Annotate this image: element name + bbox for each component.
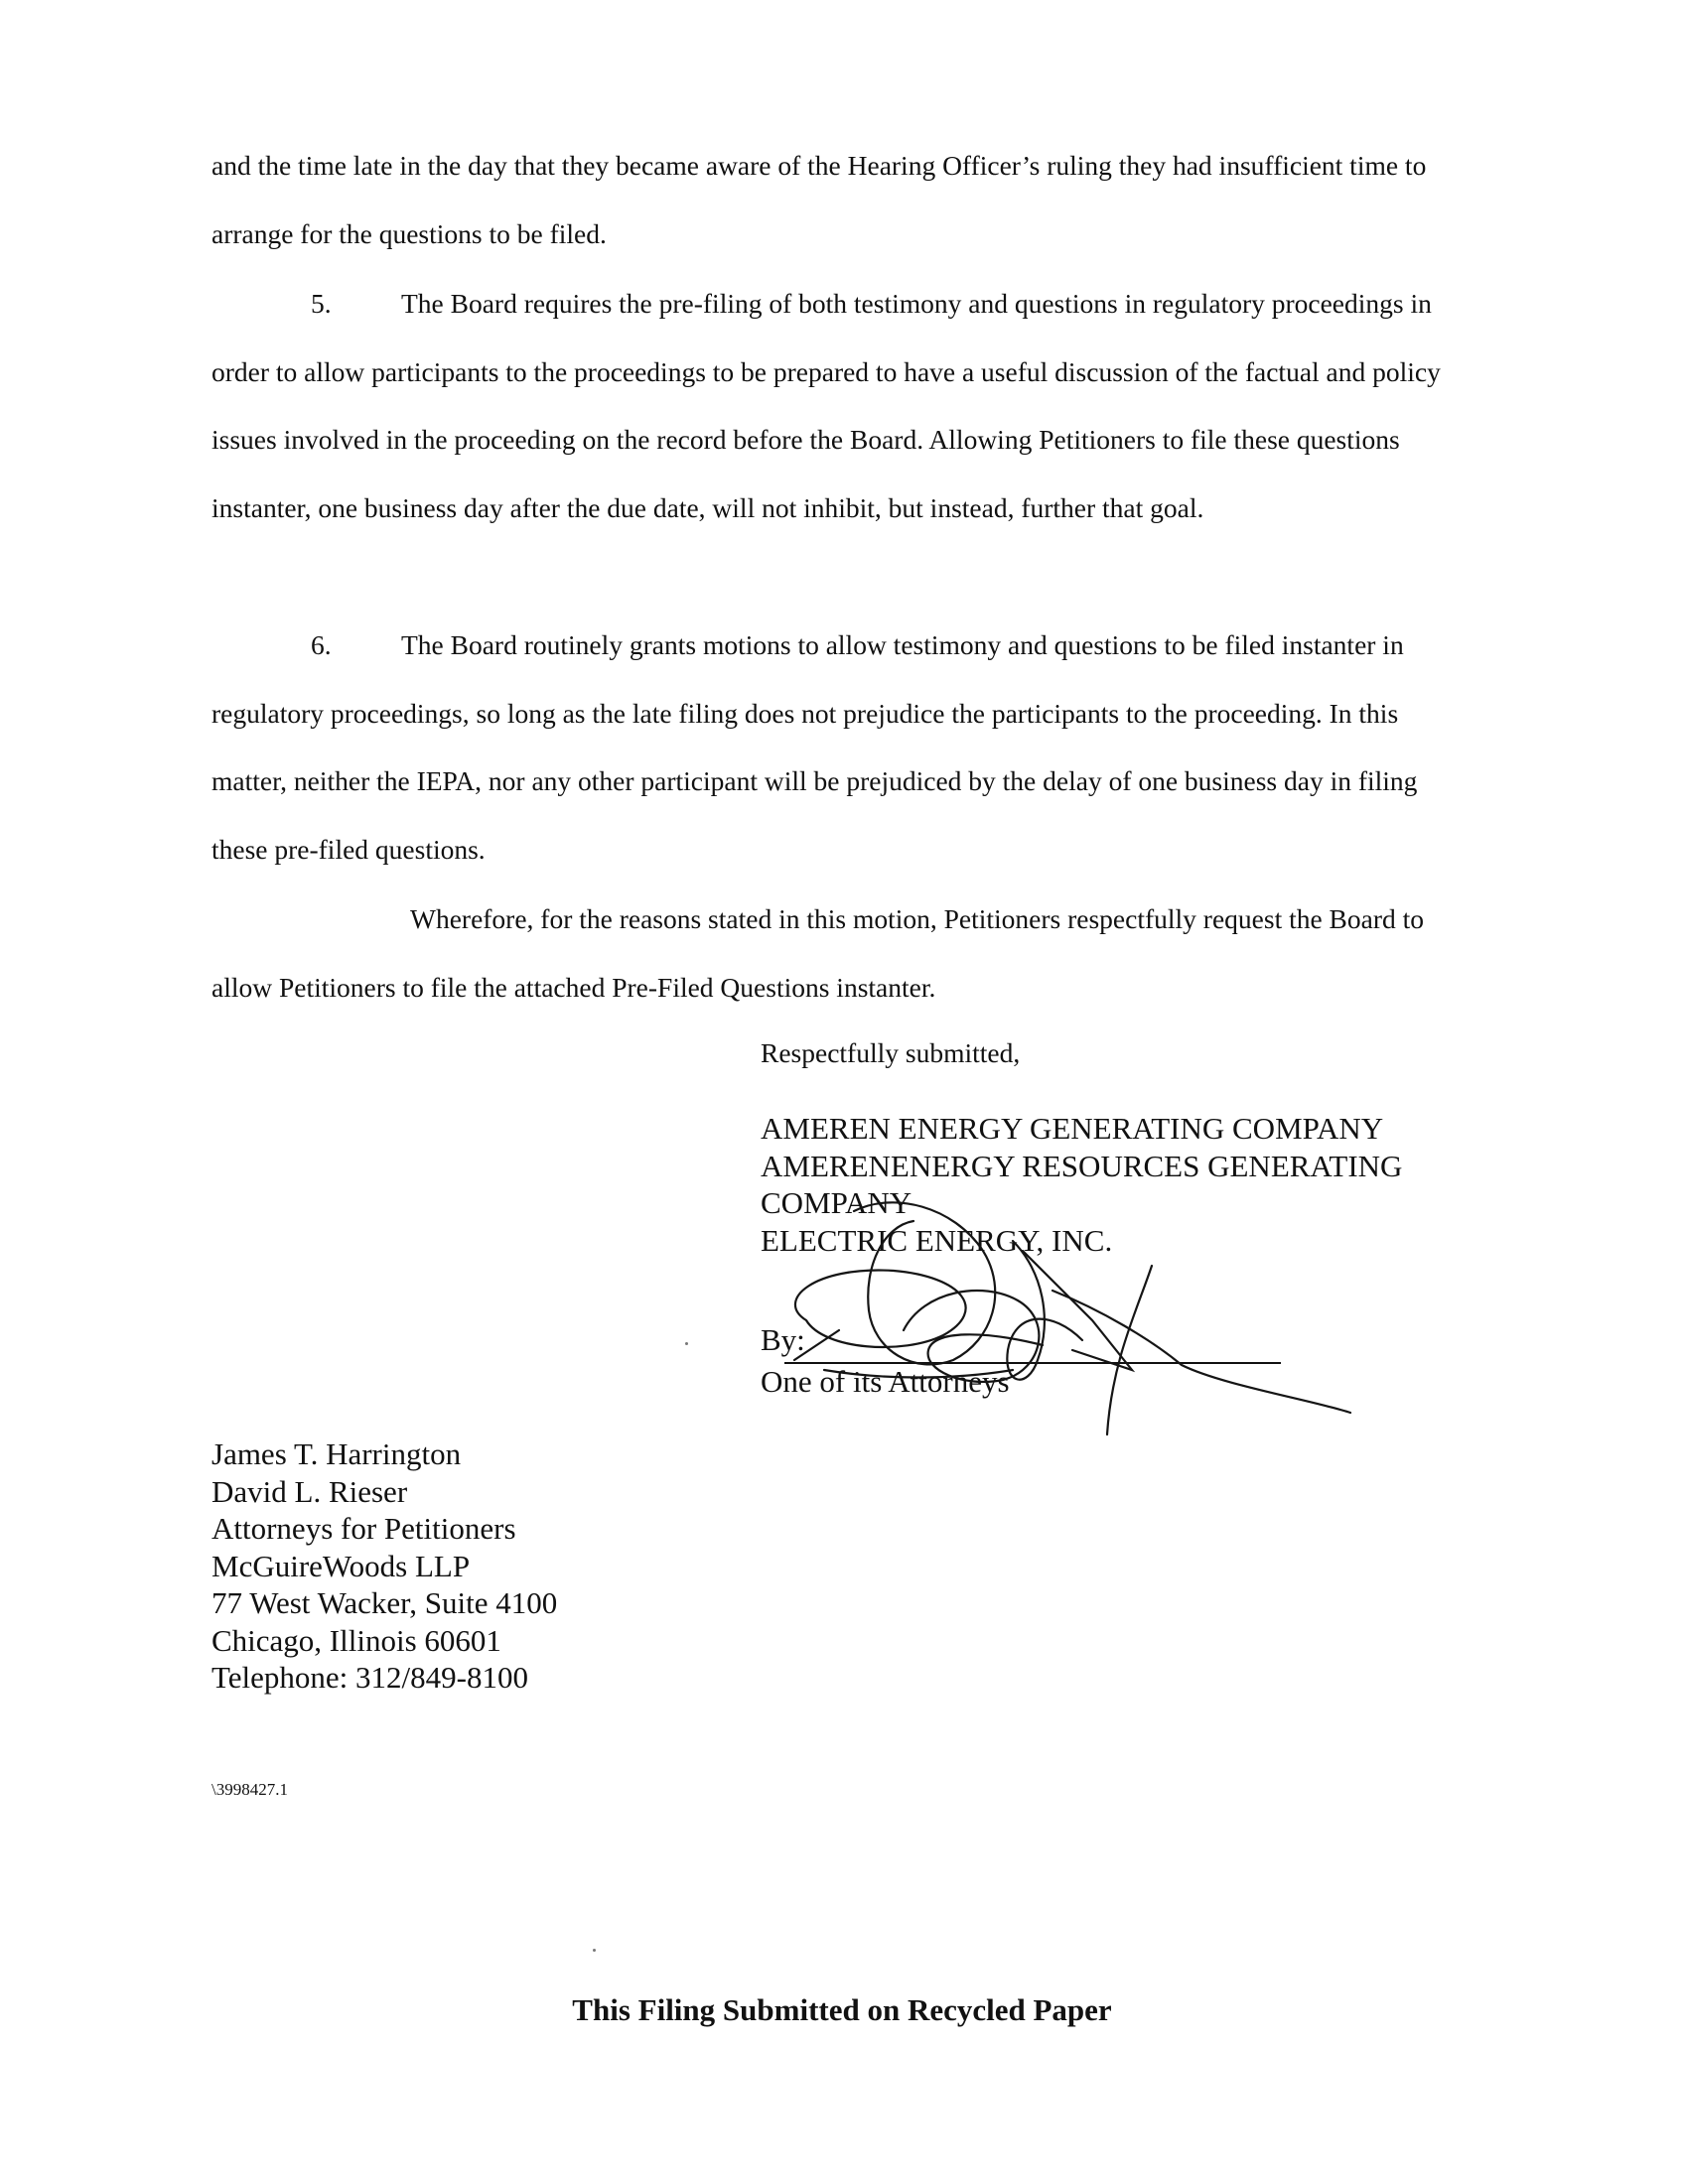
scan-speck (685, 1342, 688, 1345)
paragraph-5 (211, 270, 1477, 542)
company-line-2: AMERENENERGY RESOURCES GENERATING (761, 1148, 1403, 1183)
counsel-line-6: Chicago, Illinois 60601 (211, 1622, 501, 1658)
attorneys-label: One of its Attorneys (761, 1364, 1010, 1399)
continuation-paragraph: and the time late in the day that they became aware of the Hearing Officer’s ruling they had insufficient time to arrange for the questions to be filed. (211, 150, 1427, 249)
company-line-3: COMPANY (761, 1185, 912, 1220)
handwritten-signature (755, 1171, 1370, 1449)
counsel-line-2: David L. Rieser (211, 1473, 408, 1509)
paragraph-5-text: The Board requires the pre-filing of both testimony and questions in regulatory proceedings in order to allow participants to the proceedings to be prepared to have a useful discussion of the factual and policy issues involved in the proceeding on the record before the Board. Allowing Petitioners to file these questions instanter, one business day after the due date, will not inhibit, but instead, further that goal. (211, 288, 1441, 523)
wherefore-paragraph: Wherefore, for the reasons stated in this motion, Petitioners respectfully request the Board to allow Petitioners to file the attached Pre-Filed Questions instanter. (211, 903, 1425, 1003)
counsel-block (211, 1435, 557, 1697)
counsel-line-3: Attorneys for Petitioners (211, 1511, 516, 1546)
counsel-line-4: McGuireWoods LLP (211, 1548, 471, 1583)
counsel-line-7: Telephone: 312/849-8100 (211, 1660, 528, 1695)
by-label: By: (761, 1322, 805, 1357)
paragraph-6 (211, 612, 1477, 884)
recycled-paper-footer: This Filing Submitted on Recycled Paper (572, 1992, 1112, 2027)
company-line-1: AMEREN ENERGY GENERATING COMPANY (761, 1111, 1384, 1146)
scan-speck (593, 1949, 596, 1952)
paragraph-5-number: 5. (311, 288, 332, 319)
paragraph-6-text: The Board routinely grants motions to allow testimony and questions to be filed instanter in regulatory proceedings, so long as the late filing does not prejudice the participants to the proceeding. In this matter, neither the IEPA, nor any other participant will be prejudiced by the delay of one business day in filing these pre-filed questions. (211, 629, 1418, 865)
paragraph-6-number: 6. (311, 629, 332, 660)
document-id: \3998427.1 (211, 1780, 288, 1799)
company-line-4: ELECTRIC ENERGY, INC. (761, 1222, 1113, 1258)
counsel-line-1: James T. Harrington (211, 1436, 462, 1471)
closing-text: Respectfully submitted, (761, 1037, 1021, 1068)
counsel-line-5: 77 West Wacker, Suite 4100 (211, 1585, 558, 1620)
